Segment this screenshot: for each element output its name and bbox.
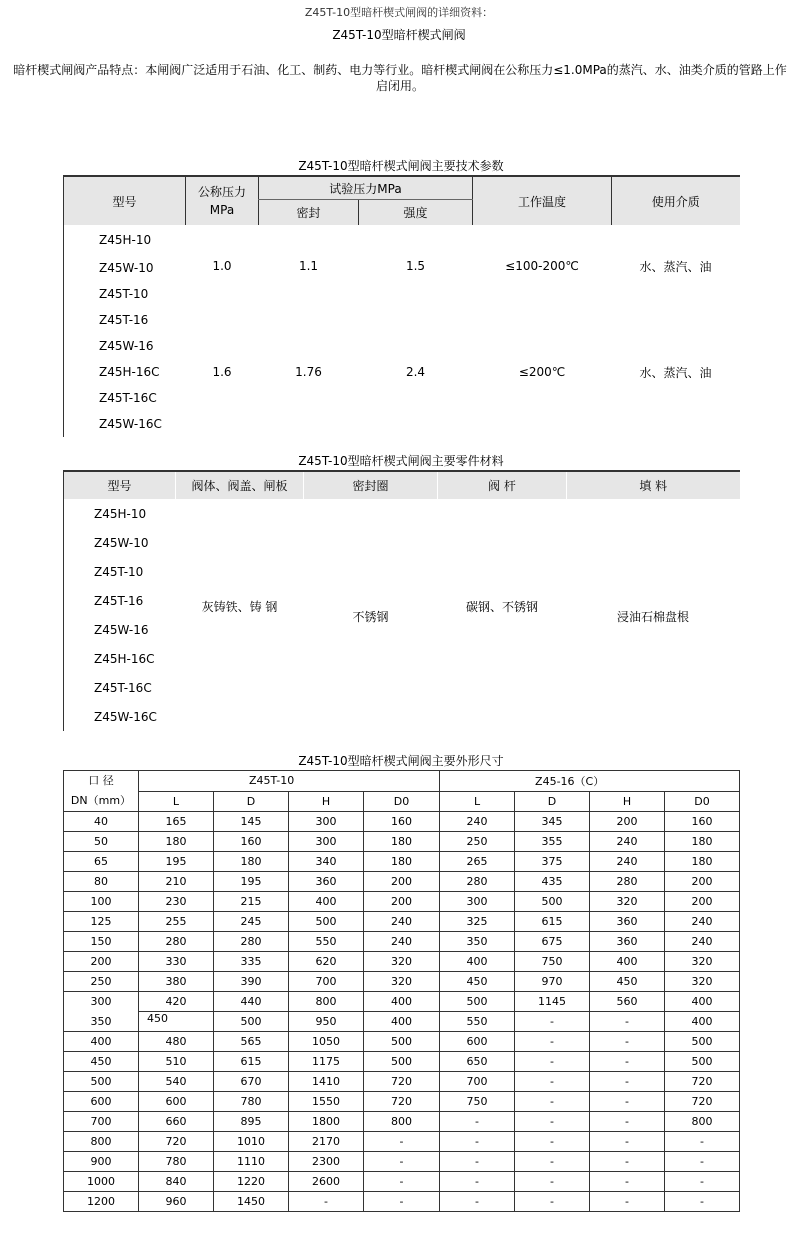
dim-value-cell: 660: [139, 1112, 214, 1132]
material-model-cell: Z45W-16: [64, 615, 176, 644]
material-table-caption: Z45T-10型暗杆楔式闸阀主要零件材料: [298, 454, 504, 468]
dim-value-cell: 265: [440, 852, 515, 872]
dim-subheader-cell: L: [440, 791, 515, 812]
spec-header-nominal-unit: MPa: [209, 203, 235, 217]
dim-value-cell: 335: [214, 952, 289, 972]
dim-value-cell: 780: [214, 1092, 289, 1112]
dim-value-cell: 320: [665, 972, 740, 992]
dim-row: [64, 852, 740, 872]
spec-nominal-cell: 1.0: [212, 259, 232, 273]
dim-value-cell: -: [515, 1092, 590, 1112]
material-model-cell: Z45T-16: [64, 586, 176, 615]
spec-model-cell: Z45W-10: [64, 255, 186, 281]
dim-row: [64, 1012, 740, 1032]
dim-value-cell: -: [515, 1112, 590, 1132]
spec-model-cell: Z45T-10: [64, 281, 186, 307]
spec-temp-cell: ≤100-200℃: [505, 259, 579, 273]
dim-value-cell: -: [440, 1172, 515, 1192]
dim-row: [64, 992, 740, 1012]
dim-value-cell: 320: [364, 952, 440, 972]
dim-value-cell: 750: [515, 952, 590, 972]
dim-value-cell: 780: [139, 1152, 214, 1172]
dim-value-cell: 800: [364, 1112, 440, 1132]
dim-value-cell: 280: [139, 932, 214, 952]
spec-strength-cell: 1.5: [405, 259, 426, 273]
dim-value-cell: 720: [364, 1092, 440, 1112]
spec-nominal-cell: 1.6: [212, 365, 232, 379]
intro-paragraph: 暗杆楔式闸阀产品特点：本闸阀广泛适用于石油、化工、制药、电力等行业。暗杆楔式闸阀在公称压力≤1.0MPa的蒸汽、水、油类介质的管路上作启闭用。: [13, 63, 787, 93]
dim-value-cell: -: [364, 1172, 440, 1192]
dim-subheader-cell: H: [590, 791, 665, 812]
dim-value-cell: -: [665, 1172, 740, 1192]
dim-value-cell: 2170: [289, 1132, 364, 1152]
dim-value-cell: -: [590, 1072, 665, 1092]
dim-value-cell: 700: [440, 1072, 515, 1092]
dim-value-cell: 435: [515, 872, 590, 892]
dim-value-cell: -: [440, 1112, 515, 1132]
spec-medium-cell: 水、蒸汽、油: [639, 259, 712, 274]
dim-dn-cell: 500: [64, 1072, 139, 1092]
dim-value-cell: -: [515, 1052, 590, 1072]
dim-value-cell: -: [364, 1132, 440, 1152]
dim-value-cell: 350: [440, 932, 515, 952]
dim-value-cell: 615: [214, 1052, 289, 1072]
dim-subheader-cell: L: [139, 791, 214, 812]
spec-header-test-pressure: 试验压力MPa: [259, 176, 473, 200]
material-header-stem: 阀 杆: [438, 471, 567, 499]
dim-value-cell: 245: [214, 912, 289, 932]
dim-value-cell: 720: [364, 1072, 440, 1092]
dim-value-cell: 215: [214, 892, 289, 912]
dim-value-cell: 320: [665, 952, 740, 972]
dim-dn-cell: 200: [64, 952, 139, 972]
dim-dn-cell: 50: [64, 832, 139, 852]
dim-value-cell: 400: [440, 952, 515, 972]
dim-row: [64, 1152, 740, 1172]
dim-value-cell: -: [515, 1132, 590, 1152]
dim-value-cell: 300: [289, 832, 364, 852]
dim-value-cell: -: [590, 1132, 665, 1152]
dim-value-cell: 180: [665, 832, 740, 852]
dim-header-group2: Z45-16（C）: [440, 771, 740, 792]
dim-dn-cell: 1200: [64, 1192, 139, 1212]
dim-dn-cell: 900: [64, 1152, 139, 1172]
dim-subheader-cell: D0: [364, 791, 440, 812]
spec-model-cell: Z45T-16C: [64, 385, 186, 411]
dim-row: [64, 912, 740, 932]
material-table: [63, 470, 740, 731]
dim-subheader-cell: D0: [665, 791, 740, 812]
dim-dn-cell: 350: [64, 1012, 139, 1032]
dim-value-cell: -: [590, 1052, 665, 1072]
dim-value-cell: 400: [364, 992, 440, 1012]
dim-value-cell: 355: [515, 832, 590, 852]
dim-value-cell: 340: [289, 852, 364, 872]
dim-subheader-cell: D: [515, 791, 590, 812]
dim-row: [64, 872, 740, 892]
dim-value-cell: -: [665, 1152, 740, 1172]
dim-value-cell: 1110: [214, 1152, 289, 1172]
dim-header-dn: [64, 771, 139, 812]
material-header-seal-ring: 密封圈: [304, 471, 438, 499]
dim-value-cell: 500: [440, 992, 515, 1012]
dim-value-cell: 500: [665, 1052, 740, 1072]
dim-value-cell: 950: [289, 1012, 364, 1032]
dim-value-cell: -: [590, 1012, 665, 1032]
dim-subheader-cell: H: [289, 791, 364, 812]
dim-value-cell: 615: [515, 912, 590, 932]
dim-dn-cell: 700: [64, 1112, 139, 1132]
dim-table-caption: Z45T-10型暗杆楔式闸阀主要外形尺寸: [298, 754, 504, 768]
material-header-body: 阀体、阀盖、闸板: [176, 471, 304, 499]
dim-value-cell: 390: [214, 972, 289, 992]
dim-value-cell: 165: [139, 812, 214, 832]
dim-row: [64, 1092, 740, 1112]
dim-value-cell: 195: [214, 872, 289, 892]
dim-value-cell: 380: [139, 972, 214, 992]
material-model-cell: Z45H-16C: [64, 644, 176, 673]
dim-value-cell: 360: [590, 932, 665, 952]
spec-model-cell: Z45T-16: [64, 307, 186, 333]
dim-value-cell: -: [440, 1132, 515, 1152]
spec-header-strength: 强度: [359, 200, 473, 226]
dim-value-cell: 400: [590, 952, 665, 972]
dim-header-group1: Z45T-10: [139, 771, 440, 792]
dim-dn-cell: 600: [64, 1092, 139, 1112]
dim-value-cell: 2300: [289, 1152, 364, 1172]
dim-value-cell: 1550: [289, 1092, 364, 1112]
dim-value-cell: 1450: [214, 1192, 289, 1212]
dim-row: [64, 1132, 740, 1152]
spec-model-cell: Z45W-16C: [64, 411, 186, 437]
dim-value-cell: 800: [665, 1112, 740, 1132]
dim-dn-cell: 800: [64, 1132, 139, 1152]
dim-value-cell: -: [364, 1152, 440, 1172]
dim-value-cell: 400: [364, 1012, 440, 1032]
dim-value-cell: 210: [139, 872, 214, 892]
dim-value-cell: 600: [139, 1092, 214, 1112]
spec-header-seal: 密封: [259, 200, 359, 226]
dim-value-cell: -: [590, 1092, 665, 1112]
dim-value-cell: -: [515, 1152, 590, 1172]
dim-header-dn-line2: DN（mm）: [70, 794, 132, 807]
dim-value-cell: 840: [139, 1172, 214, 1192]
dim-value-cell: 180: [139, 832, 214, 852]
dim-value-cell: 280: [440, 872, 515, 892]
dim-value-cell: -: [515, 1032, 590, 1052]
dim-value-cell: 240: [665, 932, 740, 952]
dim-value-cell: 240: [590, 852, 665, 872]
dim-value-cell: 895: [214, 1112, 289, 1132]
document-title: Z45T-10型暗杆楔式闸阀: [332, 28, 466, 42]
material-header-model: 型号: [64, 471, 176, 499]
spec-header-nominal-pressure: [186, 176, 259, 225]
dim-value-cell: 500: [665, 1032, 740, 1052]
dim-value-cell: -: [515, 1012, 590, 1032]
pre-title: Z45T-10型暗杆楔式闸阀的详细资料：: [304, 6, 494, 19]
spec-seal-cell: 1.1: [298, 259, 319, 273]
dim-value-cell: 600: [440, 1032, 515, 1052]
material-model-cell: Z45T-16C: [64, 673, 176, 702]
dim-value-cell: 200: [590, 812, 665, 832]
dim-value-cell: -: [590, 1032, 665, 1052]
dim-value-cell: 180: [665, 852, 740, 872]
dim-value-cell: 675: [515, 932, 590, 952]
dim-value-cell: 1220: [214, 1172, 289, 1192]
dim-dn-cell: 100: [64, 892, 139, 912]
dim-value-cell: 450: [440, 972, 515, 992]
dim-value-cell: 195: [139, 852, 214, 872]
dim-value-cell: 300: [289, 812, 364, 832]
dim-value-cell: 160: [214, 832, 289, 852]
dim-value-cell: 240: [590, 832, 665, 852]
spec-model-cell: Z45H-10: [64, 225, 186, 255]
dim-value-cell: 240: [440, 812, 515, 832]
dim-value-cell: 240: [364, 912, 440, 932]
dim-value-cell: -: [590, 1112, 665, 1132]
dim-value-cell: 280: [214, 932, 289, 952]
dim-row: [64, 832, 740, 852]
dim-value-cell: 200: [364, 872, 440, 892]
dim-row: [64, 1172, 740, 1192]
dim-value-cell: 160: [364, 812, 440, 832]
dim-value-cell: 1800: [289, 1112, 364, 1132]
material-model-cell: Z45W-10: [64, 528, 176, 557]
dim-value-cell: 230: [139, 892, 214, 912]
dim-value-cell: -: [590, 1152, 665, 1172]
dim-row: [64, 892, 740, 912]
dim-row: [64, 1112, 740, 1132]
dim-value-cell: 720: [139, 1132, 214, 1152]
dim-dn-cell: 1000: [64, 1172, 139, 1192]
dim-value-cell: 565: [214, 1032, 289, 1052]
dim-value-cell: 160: [665, 812, 740, 832]
dim-value-cell: -: [440, 1152, 515, 1172]
dim-dn-cell: 80: [64, 872, 139, 892]
dim-value-cell: -: [289, 1192, 364, 1212]
dim-value-cell: 450: [590, 972, 665, 992]
dim-value-cell: 255: [139, 912, 214, 932]
dim-value-cell: 1145: [515, 992, 590, 1012]
dim-value-cell: 440: [214, 992, 289, 1012]
dim-value-cell: 180: [364, 852, 440, 872]
spec-table: [63, 175, 740, 437]
dim-dn-cell: 250: [64, 972, 139, 992]
dim-value-cell: 500: [364, 1052, 440, 1072]
spec-model-cell: Z45W-16: [64, 333, 186, 359]
dim-value-cell: 450: [139, 1012, 214, 1032]
dim-value-cell: 500: [364, 1032, 440, 1052]
dim-value-cell: 500: [289, 912, 364, 932]
dim-value-cell: -: [590, 1192, 665, 1212]
dim-value-cell: 145: [214, 812, 289, 832]
dim-value-cell: -: [665, 1192, 740, 1212]
dim-value-cell: 650: [440, 1052, 515, 1072]
dim-value-cell: 360: [289, 872, 364, 892]
dim-value-cell: 250: [440, 832, 515, 852]
dim-value-cell: 240: [364, 932, 440, 952]
dim-dn-cell: 125: [64, 912, 139, 932]
dim-value-cell: 320: [590, 892, 665, 912]
dim-value-cell: 400: [665, 992, 740, 1012]
material-stem-cell: 碳钢、不锈钢: [465, 599, 538, 614]
material-seal-ring-cell: 不锈钢: [352, 609, 389, 624]
dim-value-cell: 345: [515, 812, 590, 832]
spec-header-work-temp: 工作温度: [473, 176, 612, 225]
dim-value-cell: 320: [364, 972, 440, 992]
spec-strength-cell: 2.4: [405, 365, 426, 379]
dim-value-cell: 720: [665, 1092, 740, 1112]
dim-header-dn-line1: 口 径: [88, 774, 114, 787]
dim-value-cell: 200: [364, 892, 440, 912]
dim-dn-cell: 400: [64, 1032, 139, 1052]
dim-value-cell: 960: [139, 1192, 214, 1212]
dim-value-cell: 540: [139, 1072, 214, 1092]
dim-value-cell: 330: [139, 952, 214, 972]
dim-value-cell: 200: [665, 892, 740, 912]
spec-header-medium: 使用介质: [612, 176, 740, 225]
material-model-cell: Z45W-16C: [64, 702, 176, 731]
material-model-cell: Z45T-10: [64, 557, 176, 586]
dim-value-cell: 360: [590, 912, 665, 932]
dim-row: [64, 1032, 740, 1052]
dim-value-cell: 1410: [289, 1072, 364, 1092]
dim-dn-cell: 40: [64, 812, 139, 832]
spec-medium-cell: 水、蒸汽、油: [639, 365, 712, 380]
spec-seal-cell: 1.76: [295, 365, 322, 379]
dim-subheader-cell: D: [214, 791, 289, 812]
material-packing-cell: 浸油石棉盘根: [616, 609, 689, 624]
dim-row: [64, 812, 740, 832]
dim-dn-cell: 150: [64, 932, 139, 952]
dim-value-cell: 970: [515, 972, 590, 992]
dim-dn-cell: 65: [64, 852, 139, 872]
dim-value-cell: 2600: [289, 1172, 364, 1192]
dim-row: [64, 932, 740, 952]
dim-value-cell: 180: [364, 832, 440, 852]
dim-value-cell: 550: [289, 932, 364, 952]
dim-value-cell: 480: [139, 1032, 214, 1052]
dim-dn-cell: 300: [64, 992, 139, 1012]
material-header-packing: 填 料: [567, 471, 740, 499]
material-row: [64, 499, 740, 528]
material-model-cell: Z45H-10: [64, 499, 176, 528]
spec-row: [64, 307, 740, 333]
dim-row: [64, 1072, 740, 1092]
dim-value-cell: 500: [214, 1012, 289, 1032]
dim-row: [64, 1052, 740, 1072]
dim-value-cell: 400: [665, 1012, 740, 1032]
spec-row: [64, 225, 740, 255]
dim-value-cell: 700: [289, 972, 364, 992]
dim-value-cell: 240: [665, 912, 740, 932]
dim-value-cell: 510: [139, 1052, 214, 1072]
dim-value-cell: 550: [440, 1012, 515, 1032]
dim-value-cell: 180: [214, 852, 289, 872]
dim-value-cell: 200: [665, 872, 740, 892]
spec-model-cell: Z45H-16C: [64, 359, 186, 385]
dim-value-cell: 1050: [289, 1032, 364, 1052]
dim-value-cell: 720: [665, 1072, 740, 1092]
dim-row: [64, 972, 740, 992]
dim-dn-cell: 450: [64, 1052, 139, 1072]
dim-value-cell: 750: [440, 1092, 515, 1112]
dim-value-cell: -: [515, 1172, 590, 1192]
dim-value-cell: 375: [515, 852, 590, 872]
spec-table-caption: Z45T-10型暗杆楔式闸阀主要技术参数: [298, 159, 504, 173]
dim-value-cell: 280: [590, 872, 665, 892]
dim-value-cell: -: [515, 1072, 590, 1092]
spec-header-nominal-label: 公称压力: [197, 185, 246, 199]
dim-value-cell: 560: [590, 992, 665, 1012]
dim-value-cell: 1175: [289, 1052, 364, 1072]
dim-value-cell: 500: [515, 892, 590, 912]
spec-header-model: 型号: [64, 176, 186, 225]
dim-value-cell: -: [665, 1132, 740, 1152]
dim-value-cell: -: [364, 1192, 440, 1212]
material-body-cell: 灰铸铁、铸 钢: [201, 599, 278, 614]
dim-value-cell: 300: [440, 892, 515, 912]
dim-value-cell: -: [440, 1192, 515, 1212]
dim-table: [63, 770, 740, 1212]
dim-value-cell: 400: [289, 892, 364, 912]
dim-value-cell: 620: [289, 952, 364, 972]
dim-value-cell: -: [515, 1192, 590, 1212]
dim-value-cell: 325: [440, 912, 515, 932]
dim-row: [64, 952, 740, 972]
dim-value-cell: 800: [289, 992, 364, 1012]
dim-row: [64, 1192, 740, 1212]
dim-value-cell: 420: [139, 992, 214, 1012]
dim-value-cell: -: [590, 1172, 665, 1192]
spec-temp-cell: ≤200℃: [518, 365, 566, 379]
dim-value-cell: 1010: [214, 1132, 289, 1152]
dim-value-cell: 670: [214, 1072, 289, 1092]
